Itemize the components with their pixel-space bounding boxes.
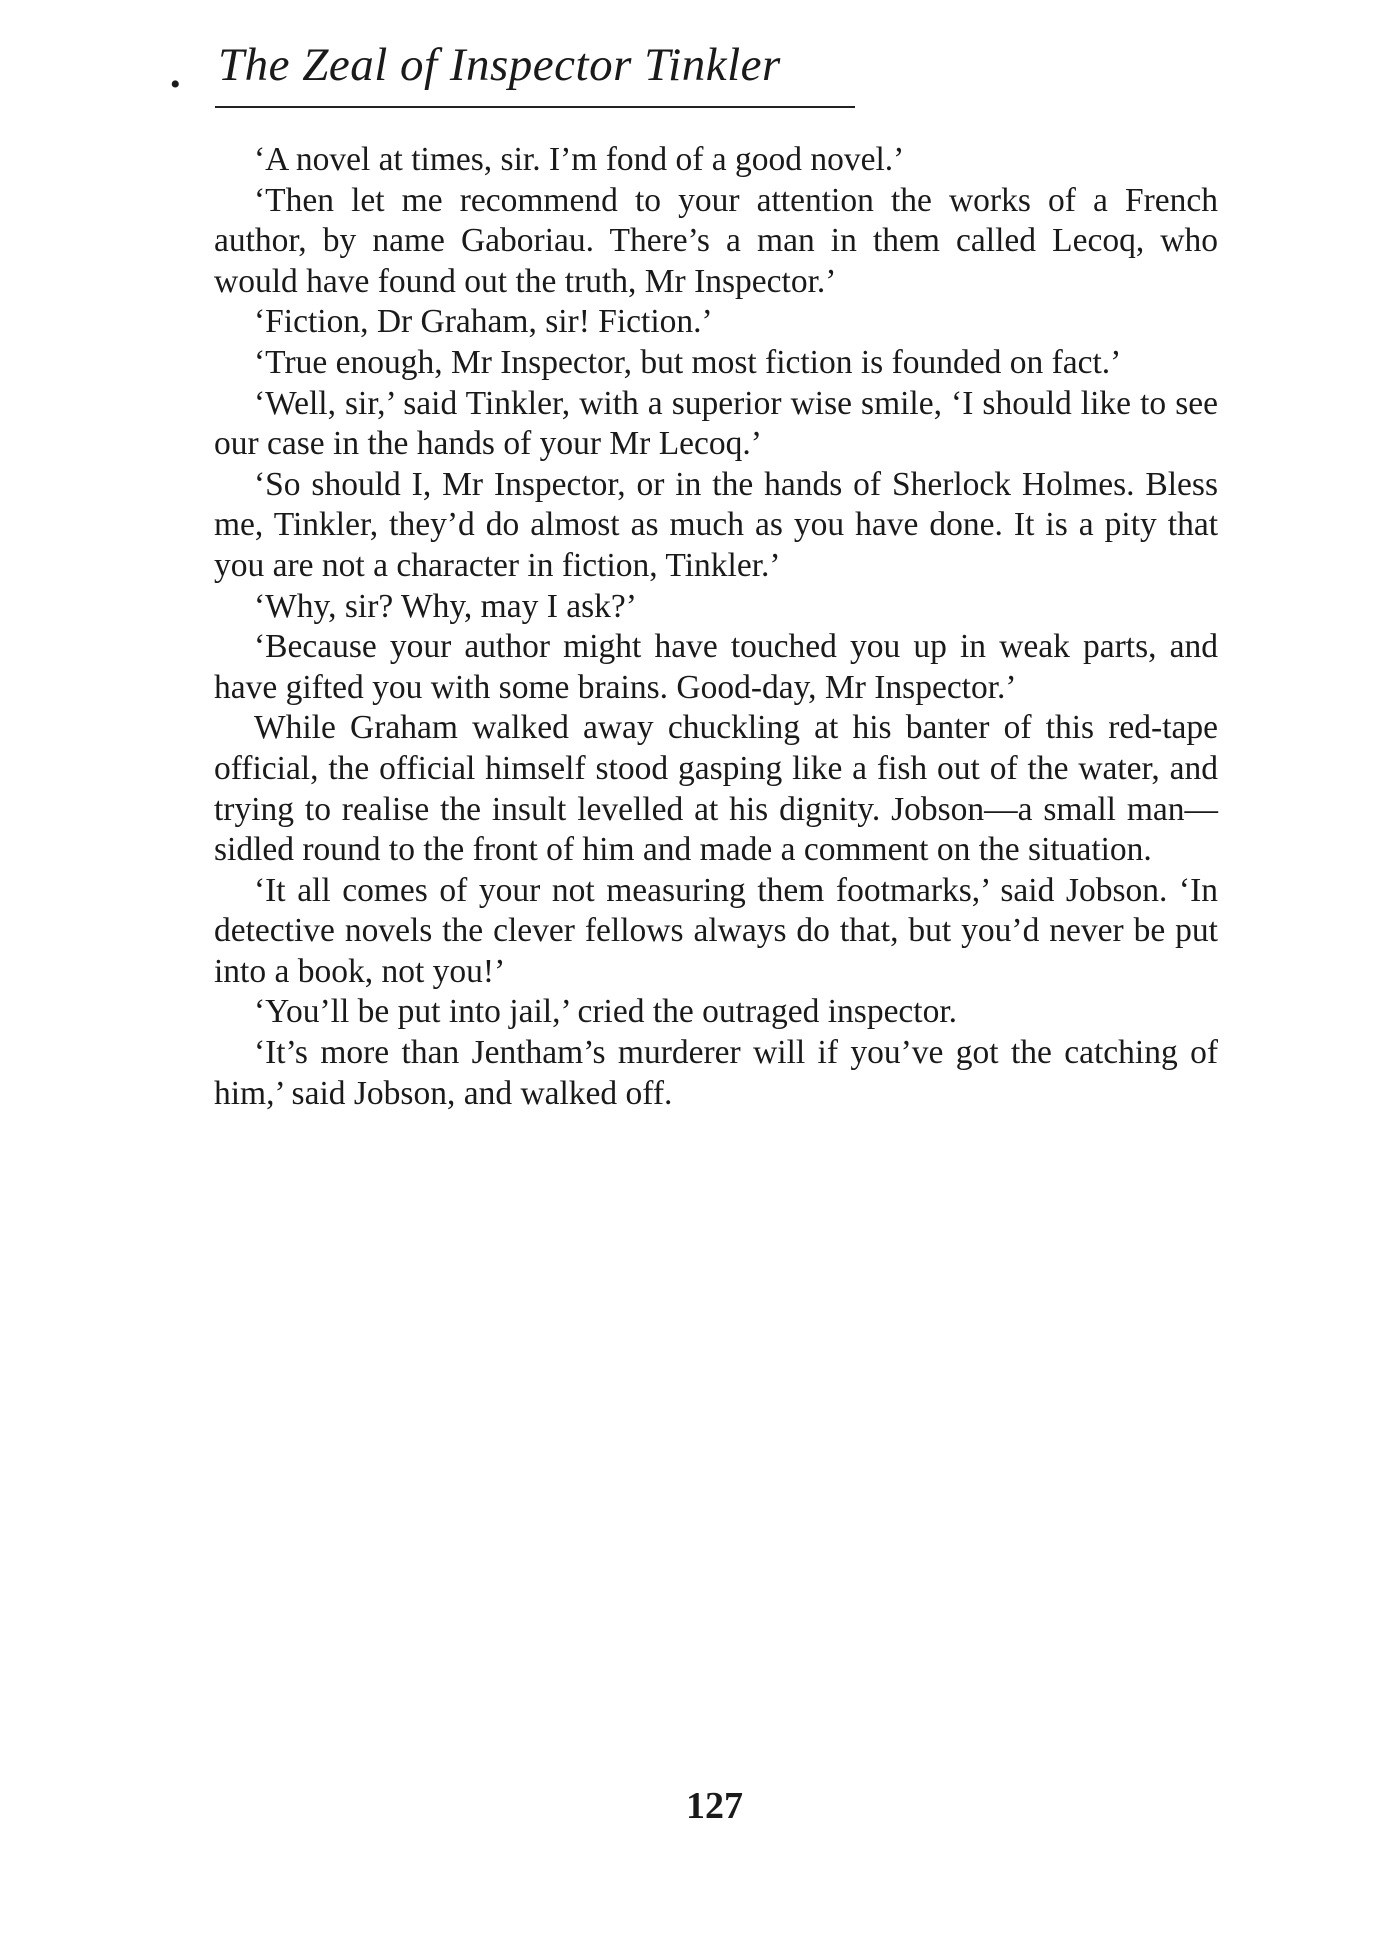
- paragraph: ‘It’s more than Jentham’s murderer will if you’ve got the catching of him,’ said Jobson, and walked off.: [214, 1034, 1218, 1112]
- paragraph: While Graham walked away chuckling at his banter of this red-tape official, the official himself stood gasping like a fish out of the water, and trying to realise the insult levelled at his dignity. Jobson—a small man—sidled round to the front of him and made a comment on the situation.: [214, 709, 1218, 869]
- paragraph: ‘A novel at times, sir. I’m fond of a good novel.’: [254, 141, 905, 178]
- paragraph: ‘So should I, Mr Inspector, or in the hands of Sherlock Holmes. Bless me, Tinkler, they’d do almost as much as you have done. It is a pity that you are not a character in fiction, Tinkler.’: [214, 465, 1218, 584]
- paragraph: ‘It all comes of your not measuring them footmarks,’ said Jobson. ‘In detective novels the clever fellows always do that, but you’d never be put into a book, not you!’: [214, 871, 1218, 990]
- header-rule: [215, 106, 855, 108]
- paragraph: ‘Why, sir? Why, may I ask?’: [254, 587, 637, 625]
- paragraph: ‘True enough, Mr Inspector, but most fiction is founded on fact.’: [254, 343, 1122, 381]
- header-bullet: •: [170, 68, 181, 101]
- paragraph: ‘You’ll be put into jail,’ cried the outraged inspector.: [254, 993, 958, 1031]
- running-title: The Zeal of Inspector Tinkler: [218, 39, 781, 91]
- paragraph: ‘Because your author might have touched you up in weak parts, and have gifted you with some brains. Good-day, Mr Inspector.’: [214, 628, 1218, 706]
- paragraph: ‘Fiction, Dr Graham, sir! Fiction.’: [254, 303, 713, 341]
- body-text: [214, 140, 1218, 1114]
- page-number: 127: [686, 1785, 743, 1827]
- paragraph: ‘Well, sir,’ said Tinkler, with a superior wise smile, ‘I should like to see our case in the hands of your Mr Lecoq.’: [214, 384, 1218, 463]
- paragraph: ‘Then let me recommend to your attention the works of a French author, by name Gaboriau. There’s a man in them called Lecoq, who would have found out the truth, Mr Inspector.’: [214, 181, 1218, 300]
